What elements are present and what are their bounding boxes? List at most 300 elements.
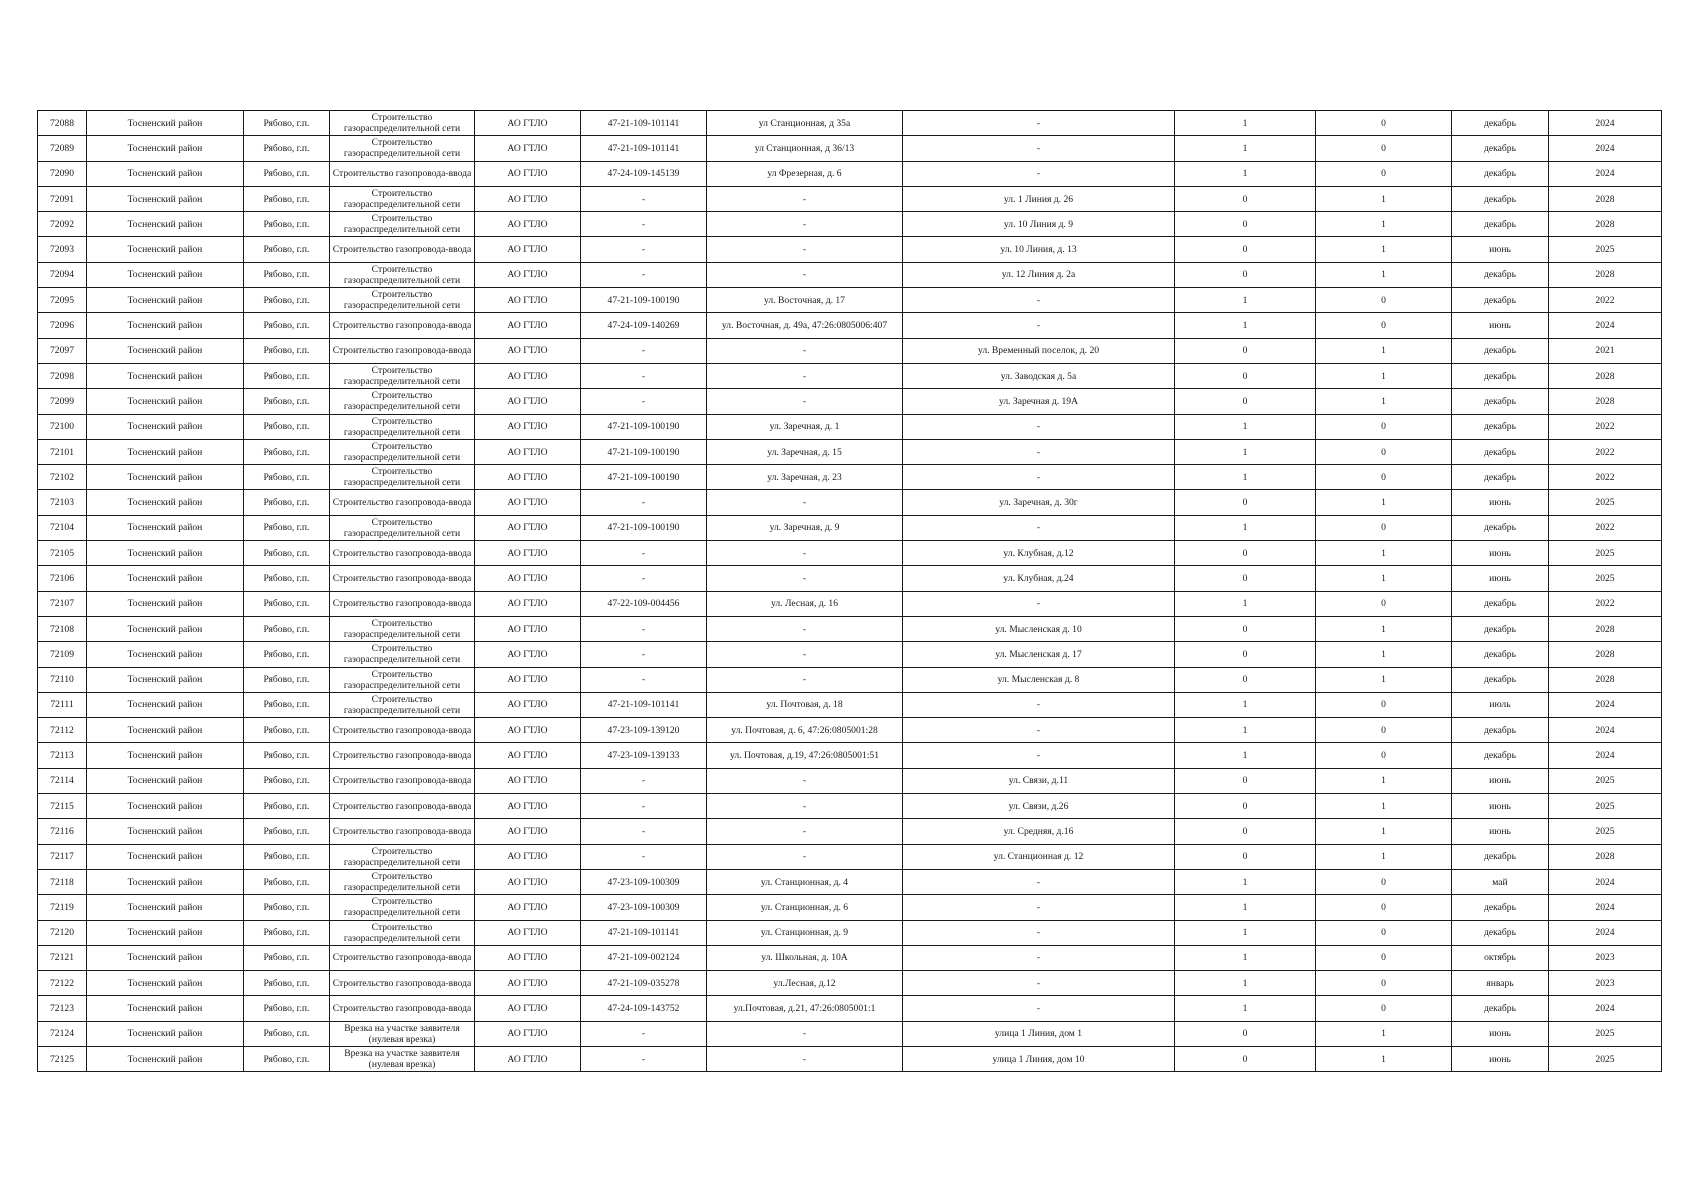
cell-address-connected: ул Станционная, д 35а [707,111,903,136]
table-row [38,591,1662,616]
cell-count-a: 1 [1175,414,1316,439]
cell-address-connected: - [707,1046,903,1071]
cell-row-id: 72122 [38,971,87,996]
cell-month: декабрь [1452,136,1549,161]
cell-row-id: 72105 [38,541,87,566]
cell-work-type: Строительство газораспределительной сети [330,869,475,894]
cell-district: Тосненский район [87,186,244,211]
cell-year: 2022 [1549,288,1662,313]
cell-district: Тосненский район [87,541,244,566]
cell-cadastral-number: - [581,389,707,414]
cell-cadastral-number: 47-21-109-101141 [581,692,707,717]
cell-address-connected: - [707,541,903,566]
cell-cadastral-number: 47-21-109-035278 [581,971,707,996]
cell-organization: АО ГТЛО [475,667,581,692]
cell-month: декабрь [1452,667,1549,692]
cell-count-a: 0 [1175,186,1316,211]
cell-count-b: 0 [1316,869,1452,894]
cell-district: Тосненский район [87,313,244,338]
cell-district: Тосненский район [87,439,244,464]
cell-year: 2028 [1549,844,1662,869]
cell-year: 2028 [1549,616,1662,641]
cell-count-b: 1 [1316,389,1452,414]
table-row [38,237,1662,262]
cell-address-planned: ул. Мысленская д. 10 [903,616,1175,641]
table-row [38,161,1662,186]
cell-row-id: 72112 [38,718,87,743]
cell-year: 2025 [1549,541,1662,566]
cell-organization: АО ГТЛО [475,844,581,869]
cell-year: 2024 [1549,869,1662,894]
cell-cadastral-number: - [581,212,707,237]
cell-cadastral-number: - [581,768,707,793]
cell-settlement: Рябово, г.п. [244,136,330,161]
cell-count-a: 1 [1175,288,1316,313]
cell-count-b: 1 [1316,490,1452,515]
cell-address-planned: - [903,439,1175,464]
cell-district: Тосненский район [87,363,244,388]
cell-row-id: 72118 [38,869,87,894]
cell-count-a: 0 [1175,338,1316,363]
table-body [38,111,1662,1072]
cell-settlement: Рябово, г.п. [244,465,330,490]
cell-row-id: 72090 [38,161,87,186]
cell-settlement: Рябово, г.п. [244,186,330,211]
cell-address-planned: ул. Заречная, д. 30г [903,490,1175,515]
cell-district: Тосненский район [87,869,244,894]
cell-work-type: Врезка на участке заявителя (нулевая врезка) [330,1046,475,1071]
cell-month: январь [1452,971,1549,996]
cell-settlement: Рябово, г.п. [244,996,330,1021]
table-row [38,743,1662,768]
cell-count-b: 0 [1316,439,1452,464]
cell-count-b: 1 [1316,363,1452,388]
cell-count-b: 0 [1316,313,1452,338]
cell-month: июнь [1452,1046,1549,1071]
cell-organization: АО ГТЛО [475,971,581,996]
cell-district: Тосненский район [87,920,244,945]
cell-row-id: 72089 [38,136,87,161]
cell-cadastral-number: 47-24-109-145139 [581,161,707,186]
cell-organization: АО ГТЛО [475,895,581,920]
cell-organization: АО ГТЛО [475,616,581,641]
cell-address-connected: ул.Лесная, д.12 [707,971,903,996]
cell-settlement: Рябово, г.п. [244,692,330,717]
cell-organization: АО ГТЛО [475,490,581,515]
cell-year: 2024 [1549,313,1662,338]
cell-settlement: Рябово, г.п. [244,869,330,894]
cell-row-id: 72109 [38,642,87,667]
cell-district: Тосненский район [87,1046,244,1071]
cell-year: 2025 [1549,490,1662,515]
cell-cadastral-number: 47-23-109-139120 [581,718,707,743]
cell-address-connected: ул. Заречная, д. 15 [707,439,903,464]
cell-district: Тосненский район [87,819,244,844]
cell-count-b: 1 [1316,262,1452,287]
cell-organization: АО ГТЛО [475,945,581,970]
cell-address-planned: ул. Заречная д. 19А [903,389,1175,414]
cell-cadastral-number: - [581,186,707,211]
cell-month: декабрь [1452,743,1549,768]
cell-cadastral-number: 47-21-109-002124 [581,945,707,970]
cell-cadastral-number: - [581,642,707,667]
cell-organization: АО ГТЛО [475,743,581,768]
cell-month: декабрь [1452,642,1549,667]
cell-count-a: 0 [1175,389,1316,414]
cell-district: Тосненский район [87,945,244,970]
cell-district: Тосненский район [87,414,244,439]
cell-address-connected: ул. Почтовая, д. 6, 47:26:0805001:28 [707,718,903,743]
cell-district: Тосненский район [87,389,244,414]
cell-address-planned: ул. 12 Линия д. 2а [903,262,1175,287]
cell-work-type: Строительство газопровода-ввода [330,237,475,262]
cell-address-planned: - [903,111,1175,136]
cell-organization: АО ГТЛО [475,136,581,161]
cell-year: 2024 [1549,692,1662,717]
cell-count-a: 0 [1175,490,1316,515]
table-row [38,414,1662,439]
cell-month: декабрь [1452,111,1549,136]
cell-district: Тосненский район [87,262,244,287]
cell-address-connected: - [707,389,903,414]
cell-cadastral-number: - [581,819,707,844]
cell-organization: АО ГТЛО [475,566,581,591]
cell-cadastral-number: 47-24-109-140269 [581,313,707,338]
cell-work-type: Строительство газораспределительной сети [330,111,475,136]
cell-address-planned: ул. 10 Линия д. 9 [903,212,1175,237]
cell-address-connected: - [707,1021,903,1046]
cell-settlement: Рябово, г.п. [244,794,330,819]
cell-year: 2025 [1549,768,1662,793]
cell-work-type: Строительство газораспределительной сети [330,692,475,717]
cell-cadastral-number: - [581,566,707,591]
cell-address-connected: ул. Восточная, д. 49а, 47:26:0805006:407 [707,313,903,338]
cell-organization: АО ГТЛО [475,465,581,490]
cell-district: Тосненский район [87,237,244,262]
cell-count-b: 1 [1316,819,1452,844]
table-row [38,996,1662,1021]
cell-year: 2024 [1549,895,1662,920]
cell-address-planned: - [903,692,1175,717]
cell-year: 2028 [1549,212,1662,237]
cell-cadastral-number: 47-21-109-101141 [581,920,707,945]
table-row [38,718,1662,743]
cell-row-id: 72104 [38,515,87,540]
cell-district: Тосненский район [87,996,244,1021]
cell-work-type: Строительство газораспределительной сети [330,389,475,414]
cell-count-a: 0 [1175,237,1316,262]
cell-month: декабрь [1452,844,1549,869]
cell-address-connected: ул. Почтовая, д.19, 47:26:0805001:51 [707,743,903,768]
table-row [38,945,1662,970]
cell-work-type: Строительство газопровода-ввода [330,743,475,768]
cell-settlement: Рябово, г.п. [244,212,330,237]
cell-count-b: 1 [1316,566,1452,591]
cell-count-a: 0 [1175,212,1316,237]
cell-row-id: 72094 [38,262,87,287]
cell-month: декабрь [1452,161,1549,186]
cell-address-connected: - [707,844,903,869]
cell-work-type: Строительство газопровода-ввода [330,718,475,743]
cell-cadastral-number: 47-22-109-004456 [581,591,707,616]
cell-address-planned: ул. Мысленская д. 17 [903,642,1175,667]
cell-district: Тосненский район [87,288,244,313]
cell-count-b: 1 [1316,768,1452,793]
cell-address-connected: - [707,186,903,211]
cell-row-id: 72119 [38,895,87,920]
cell-count-a: 1 [1175,161,1316,186]
cell-cadastral-number: - [581,363,707,388]
cell-row-id: 72121 [38,945,87,970]
cell-cadastral-number: 47-21-109-100190 [581,515,707,540]
cell-row-id: 72116 [38,819,87,844]
cell-work-type: Строительство газопровода-ввода [330,313,475,338]
cell-organization: АО ГТЛО [475,111,581,136]
cell-month: июнь [1452,541,1549,566]
cell-count-a: 1 [1175,111,1316,136]
table-row [38,515,1662,540]
cell-count-a: 1 [1175,591,1316,616]
table-row [38,186,1662,211]
cell-year: 2024 [1549,111,1662,136]
cell-month: декабрь [1452,338,1549,363]
cell-address-connected: ул. Заречная, д. 23 [707,465,903,490]
cell-year: 2022 [1549,465,1662,490]
cell-month: декабрь [1452,591,1549,616]
table-row [38,819,1662,844]
cell-year: 2024 [1549,161,1662,186]
cell-count-a: 0 [1175,667,1316,692]
cell-count-b: 1 [1316,338,1452,363]
cell-month: июнь [1452,237,1549,262]
cell-year: 2028 [1549,186,1662,211]
cell-row-id: 72114 [38,768,87,793]
cell-organization: АО ГТЛО [475,515,581,540]
cell-month: декабрь [1452,895,1549,920]
cell-district: Тосненский район [87,794,244,819]
cell-work-type: Строительство газораспределительной сети [330,515,475,540]
cell-address-connected: - [707,616,903,641]
cell-district: Тосненский район [87,338,244,363]
cell-work-type: Строительство газораспределительной сети [330,288,475,313]
cell-count-a: 1 [1175,996,1316,1021]
cell-year: 2025 [1549,794,1662,819]
cell-count-b: 0 [1316,465,1452,490]
cell-work-type: Строительство газораспределительной сети [330,363,475,388]
cell-address-planned: - [903,465,1175,490]
cell-organization: АО ГТЛО [475,161,581,186]
cell-work-type: Строительство газораспределительной сети [330,844,475,869]
cell-district: Тосненский район [87,111,244,136]
cell-settlement: Рябово, г.п. [244,743,330,768]
cell-count-b: 1 [1316,186,1452,211]
cell-month: июнь [1452,768,1549,793]
cell-month: декабрь [1452,465,1549,490]
cell-work-type: Строительство газораспределительной сети [330,262,475,287]
cell-organization: АО ГТЛО [475,288,581,313]
cell-cadastral-number: 47-21-109-100190 [581,439,707,464]
cell-year: 2022 [1549,439,1662,464]
cell-settlement: Рябово, г.п. [244,111,330,136]
cell-address-connected: ул. Станционная, д. 9 [707,920,903,945]
cell-address-connected: - [707,768,903,793]
cell-work-type: Строительство газопровода-ввода [330,338,475,363]
cell-work-type: Строительство газопровода-ввода [330,971,475,996]
cell-address-connected: - [707,237,903,262]
cell-row-id: 72113 [38,743,87,768]
cell-count-a: 1 [1175,971,1316,996]
cell-settlement: Рябово, г.п. [244,414,330,439]
cell-cadastral-number: - [581,844,707,869]
cell-row-id: 72092 [38,212,87,237]
cell-year: 2024 [1549,136,1662,161]
cell-count-a: 0 [1175,794,1316,819]
cell-district: Тосненский район [87,743,244,768]
cell-address-connected: - [707,642,903,667]
cell-year: 2025 [1549,237,1662,262]
cell-organization: АО ГТЛО [475,996,581,1021]
cell-settlement: Рябово, г.п. [244,971,330,996]
cell-count-a: 1 [1175,313,1316,338]
table-row [38,895,1662,920]
cell-settlement: Рябово, г.п. [244,338,330,363]
cell-district: Тосненский район [87,566,244,591]
cell-count-a: 1 [1175,439,1316,464]
table-row [38,1021,1662,1046]
cell-year: 2028 [1549,642,1662,667]
cell-count-b: 0 [1316,111,1452,136]
cell-count-a: 1 [1175,718,1316,743]
cell-address-planned: - [903,971,1175,996]
cell-settlement: Рябово, г.п. [244,616,330,641]
cell-count-b: 1 [1316,667,1452,692]
cell-count-a: 0 [1175,768,1316,793]
cell-year: 2021 [1549,338,1662,363]
cell-count-a: 0 [1175,616,1316,641]
cell-address-planned: - [903,515,1175,540]
cell-cadastral-number: 47-21-109-101141 [581,136,707,161]
cell-count-b: 0 [1316,414,1452,439]
cell-settlement: Рябово, г.п. [244,895,330,920]
cell-month: октябрь [1452,945,1549,970]
cell-address-connected: ул. Восточная, д. 17 [707,288,903,313]
cell-row-id: 72098 [38,363,87,388]
cell-year: 2022 [1549,414,1662,439]
cell-cadastral-number: - [581,616,707,641]
cell-row-id: 72100 [38,414,87,439]
cell-count-b: 0 [1316,895,1452,920]
cell-settlement: Рябово, г.п. [244,718,330,743]
cell-address-connected: ул Станционная, д 36/13 [707,136,903,161]
cell-address-connected: - [707,262,903,287]
cell-month: май [1452,869,1549,894]
cell-year: 2024 [1549,718,1662,743]
cell-settlement: Рябово, г.п. [244,313,330,338]
table-row [38,869,1662,894]
cell-work-type: Строительство газораспределительной сети [330,667,475,692]
cell-organization: АО ГТЛО [475,338,581,363]
cell-month: июнь [1452,1021,1549,1046]
cell-settlement: Рябово, г.п. [244,288,330,313]
cell-year: 2024 [1549,743,1662,768]
cell-work-type: Строительство газораспределительной сети [330,212,475,237]
table-row [38,642,1662,667]
cell-month: декабрь [1452,262,1549,287]
cell-address-planned: ул. Связи, д.26 [903,794,1175,819]
cell-settlement: Рябово, г.п. [244,1021,330,1046]
cell-month: декабрь [1452,363,1549,388]
cell-district: Тосненский район [87,667,244,692]
cell-organization: АО ГТЛО [475,389,581,414]
cell-organization: АО ГТЛО [475,920,581,945]
cell-address-planned: - [903,743,1175,768]
cell-year: 2028 [1549,363,1662,388]
cell-year: 2022 [1549,591,1662,616]
cell-work-type: Строительство газопровода-ввода [330,161,475,186]
cell-cadastral-number: 47-21-109-100190 [581,465,707,490]
cell-district: Тосненский район [87,971,244,996]
cell-work-type: Строительство газопровода-ввода [330,996,475,1021]
cell-month: июль [1452,692,1549,717]
cell-count-a: 0 [1175,363,1316,388]
cell-address-connected: ул. Почтовая, д. 18 [707,692,903,717]
cell-organization: АО ГТЛО [475,591,581,616]
cell-cadastral-number: 47-24-109-143752 [581,996,707,1021]
cell-cadastral-number: 47-21-109-100190 [581,288,707,313]
cell-address-planned: - [903,288,1175,313]
table-row [38,439,1662,464]
cell-address-planned: ул. Заводская д. 5а [903,363,1175,388]
cell-address-connected: - [707,794,903,819]
cell-count-b: 0 [1316,591,1452,616]
cell-row-id: 72106 [38,566,87,591]
cell-count-a: 0 [1175,844,1316,869]
cell-district: Тосненский район [87,465,244,490]
cell-address-planned: - [903,920,1175,945]
cell-organization: АО ГТЛО [475,363,581,388]
cell-count-b: 0 [1316,945,1452,970]
cell-count-b: 0 [1316,971,1452,996]
cell-settlement: Рябово, г.п. [244,161,330,186]
cell-count-b: 1 [1316,616,1452,641]
cell-cadastral-number: - [581,262,707,287]
cell-count-b: 0 [1316,743,1452,768]
cell-settlement: Рябово, г.п. [244,768,330,793]
cell-month: декабрь [1452,414,1549,439]
cell-count-a: 1 [1175,515,1316,540]
cell-address-connected: ул. Станционная, д. 4 [707,869,903,894]
cell-district: Тосненский район [87,591,244,616]
cell-work-type: Строительство газопровода-ввода [330,591,475,616]
table-row [38,288,1662,313]
cell-month: июнь [1452,794,1549,819]
cell-address-connected: ул.Почтовая, д.21, 47:26:0805001:1 [707,996,903,1021]
cell-year: 2023 [1549,945,1662,970]
cell-address-connected: - [707,363,903,388]
cell-row-id: 72093 [38,237,87,262]
cell-address-planned: ул. Станционная д. 12 [903,844,1175,869]
cell-row-id: 72110 [38,667,87,692]
cell-cadastral-number: - [581,541,707,566]
table-row [38,262,1662,287]
cell-work-type: Строительство газопровода-ввода [330,566,475,591]
cell-month: декабрь [1452,996,1549,1021]
cell-month: декабрь [1452,288,1549,313]
cell-work-type: Строительство газораспределительной сети [330,465,475,490]
cell-address-planned: - [903,161,1175,186]
cell-address-connected: - [707,490,903,515]
cell-address-connected: ул. Школьная, д. 10А [707,945,903,970]
